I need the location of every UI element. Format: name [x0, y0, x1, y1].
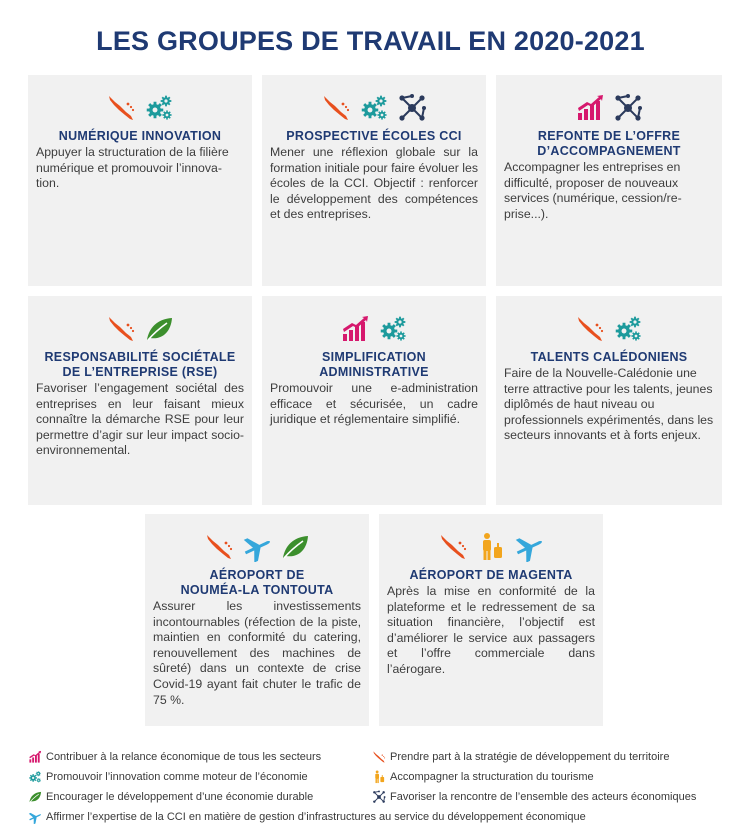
- territory-icon: [106, 93, 136, 123]
- network-icon: [613, 93, 643, 123]
- group-description: Accompagner les entreprises en difficulté, proposer de nouveaux services (numérique, cession/re-prise...).: [504, 160, 682, 221]
- leaf-icon: [144, 314, 174, 344]
- plane-icon: [28, 810, 42, 824]
- leaf-icon: [280, 532, 310, 562]
- territory-icon: [106, 314, 136, 344]
- growth-chart-icon: [340, 314, 370, 344]
- group-title: AÉROPORT DE NOUMÉA-LA TONTOUTA: [180, 568, 334, 597]
- legend-label: Encourager le développement d’une économie durable: [46, 791, 314, 803]
- card-icons: [36, 312, 244, 346]
- page-title: LES GROUPES DE TRAVAIL EN 2020-2021: [96, 26, 645, 56]
- group-description: Appuyer la structuration de la filière numérique et promouvoir l’innova-tion.: [36, 145, 229, 191]
- group-title: RESPONSABILITÉ SOCIÉTALE DE L’ENTREPRISE (RSE): [44, 350, 236, 379]
- card-icons: [387, 530, 595, 564]
- gears-icon: [28, 770, 42, 784]
- legend-label: Promouvoir l’innovation comme moteur de l’économie: [46, 771, 308, 783]
- network-icon: [397, 93, 427, 123]
- gears-icon: [378, 314, 408, 344]
- legend-label: Accompagner la structuration du tourisme: [390, 771, 594, 783]
- group-card-rse: [28, 296, 252, 505]
- group-card-refonte-offre: [496, 75, 722, 286]
- group-card-numerique: [28, 75, 252, 286]
- territory-icon: [575, 314, 605, 344]
- group-description: Après la mise en conformité de la plateforme et le redressement de sa situation financière, l’objectif est d’améliorer le service aux passagers et l’offre commerciale dans l’aérogare.: [387, 584, 595, 676]
- territory-icon: [321, 93, 351, 123]
- group-title: PROSPECTIVE ÉCOLES CCI: [286, 129, 462, 143]
- group-title: TALENTS CALÉDONIENS: [530, 350, 688, 364]
- gears-icon: [144, 93, 174, 123]
- gears-icon: [613, 314, 643, 344]
- territory-icon: [438, 532, 468, 562]
- group-description: Faire de la Nouvelle-Calédonie une terre attractive pour les talents, jeunes diplômés de haut niveau ou professionnels expérimentés, dans les secteurs innovants et à forts enjeux.: [504, 366, 714, 443]
- legend-item-innovation: [28, 770, 308, 784]
- group-card-talents: [496, 296, 722, 505]
- legend-item-territoire: [372, 750, 669, 764]
- traveler-icon: [372, 770, 386, 784]
- card-icons: [504, 91, 714, 125]
- group-card-prospective-ecoles: [262, 75, 486, 286]
- card-icons: [36, 91, 244, 125]
- legend-item-durable: [28, 790, 313, 804]
- group-title: REFONTE DE L’OFFRE D’ACCOMPAGNEMENT: [537, 129, 681, 158]
- card-icons: [504, 312, 714, 346]
- network-icon: [372, 790, 386, 804]
- legend-label: Prendre part à la stratégie de développement du territoire: [390, 751, 670, 763]
- legend-label: Favoriser la rencontre de l’ensemble des acteurs économiques: [390, 791, 697, 803]
- group-title: NUMÉRIQUE INNOVATION: [58, 129, 222, 143]
- territory-icon: [204, 532, 234, 562]
- growth-chart-icon: [28, 750, 42, 764]
- legend-label: Affirmer l’expertise de la CCI en matière de gestion d’infrastructures au service du développement économique: [46, 811, 586, 823]
- group-card-simplification: [262, 296, 486, 505]
- legend-item-tourisme: [372, 770, 594, 784]
- territory-icon: [372, 750, 386, 764]
- card-icons: [270, 91, 478, 125]
- group-card-aeroport-magenta: [379, 514, 603, 726]
- traveler-icon: [476, 532, 506, 562]
- growth-chart-icon: [575, 93, 605, 123]
- group-description: Promouvoir une e-administration efficace et sécurisée, un cadre juridique et réglementaire simplifié.: [270, 381, 478, 427]
- group-title: AÉROPORT DE MAGENTA: [409, 568, 573, 582]
- plane-icon: [514, 532, 544, 562]
- legend-label: Contribuer à la relance économique de tous les secteurs: [46, 751, 322, 763]
- group-description: Assurer les investissements incontournables (réfection de la piste, maintien en conformité du catering, renouvellement des machines de sûreté) dans un contexte de crise Covid-19 ayant fait chuter le trafic de 75 %.: [153, 599, 361, 707]
- leaf-icon: [28, 790, 42, 804]
- legend-item-rencontre: [372, 790, 696, 804]
- plane-icon: [242, 532, 272, 562]
- group-title: SIMPLIFICATION ADMINISTRATIVE: [319, 350, 429, 379]
- legend-item-infrastructures: [28, 810, 586, 824]
- group-description: Mener une réflexion globale sur la formation initiale pour faire évoluer les écoles de la CCI. Objectif : renforcer le développement des compétences et des entreprises.: [270, 145, 478, 222]
- card-icons: [270, 312, 478, 346]
- group-description: Favoriser l’engagement sociétal des entreprises en leur faisant mieux connaître la démarche RSE pour leur permettre d’agir sur leur impact socio-environnemental.: [36, 381, 244, 458]
- group-card-aeroport-tontouta: [145, 514, 369, 726]
- gears-icon: [359, 93, 389, 123]
- card-icons: [153, 530, 361, 564]
- legend-item-relance: [28, 750, 321, 764]
